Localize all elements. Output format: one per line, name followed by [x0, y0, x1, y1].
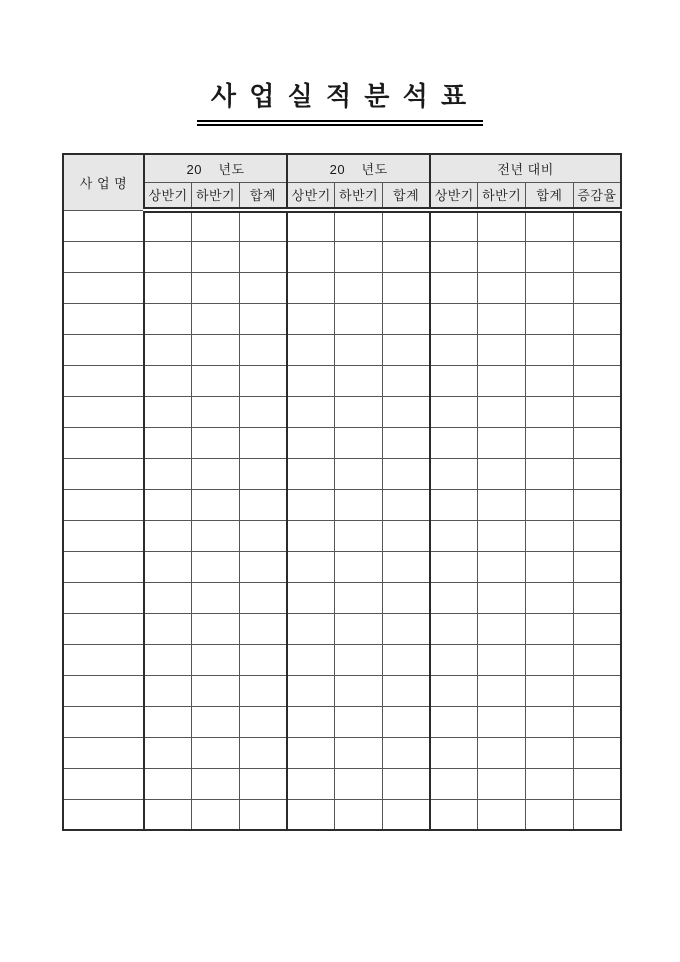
- value-cell: [335, 737, 383, 768]
- value-cell: [144, 551, 192, 582]
- value-cell: [335, 241, 383, 272]
- table-row: [63, 644, 621, 675]
- business-name-cell: [63, 489, 144, 520]
- value-cell: [430, 799, 478, 830]
- value-cell: [478, 241, 526, 272]
- value-cell: [478, 613, 526, 644]
- table-row: [63, 675, 621, 706]
- value-cell: [430, 768, 478, 799]
- value-cell: [192, 768, 240, 799]
- value-cell: [382, 427, 430, 458]
- table-row: [63, 241, 621, 272]
- value-cell: [573, 365, 621, 396]
- value-cell: [382, 365, 430, 396]
- value-cell: [192, 303, 240, 334]
- value-cell: [192, 706, 240, 737]
- value-cell: [573, 210, 621, 241]
- value-cell: [144, 241, 192, 272]
- table-row: [63, 582, 621, 613]
- value-cell: [382, 768, 430, 799]
- value-cell: [287, 365, 335, 396]
- table-row: [63, 365, 621, 396]
- value-cell: [335, 458, 383, 489]
- value-cell: [573, 613, 621, 644]
- business-name-cell: [63, 644, 144, 675]
- table-row: [63, 706, 621, 737]
- value-cell: [192, 675, 240, 706]
- table-row: [63, 520, 621, 551]
- table-row: [63, 613, 621, 644]
- column-header-business-name: 사 업 명: [63, 154, 144, 210]
- value-cell: [287, 303, 335, 334]
- value-cell: [144, 520, 192, 551]
- value-cell: [192, 427, 240, 458]
- value-cell: [382, 551, 430, 582]
- value-cell: [335, 520, 383, 551]
- value-cell: [382, 582, 430, 613]
- business-name-cell: [63, 303, 144, 334]
- value-cell: [335, 303, 383, 334]
- value-cell: [430, 706, 478, 737]
- value-cell: [287, 582, 335, 613]
- table-row: [63, 272, 621, 303]
- value-cell: [478, 427, 526, 458]
- value-cell: [335, 334, 383, 365]
- value-cell: [335, 613, 383, 644]
- value-cell: [287, 551, 335, 582]
- value-cell: [192, 396, 240, 427]
- value-cell: [382, 613, 430, 644]
- business-name-cell: [63, 365, 144, 396]
- value-cell: [573, 520, 621, 551]
- value-cell: [287, 768, 335, 799]
- value-cell: [335, 210, 383, 241]
- value-cell: [335, 365, 383, 396]
- value-cell: [192, 365, 240, 396]
- business-name-cell: [63, 520, 144, 551]
- value-cell: [192, 272, 240, 303]
- table-row: [63, 303, 621, 334]
- value-cell: [382, 303, 430, 334]
- value-cell: [192, 489, 240, 520]
- table-row: [63, 489, 621, 520]
- business-name-cell: [63, 551, 144, 582]
- value-cell: [430, 613, 478, 644]
- value-cell: [526, 241, 574, 272]
- value-cell: [430, 210, 478, 241]
- value-cell: [144, 365, 192, 396]
- table-row: [63, 396, 621, 427]
- value-cell: [192, 644, 240, 675]
- value-cell: [382, 799, 430, 830]
- column-header: 합계: [526, 182, 574, 210]
- value-cell: [430, 458, 478, 489]
- column-group-header: 20 년도: [287, 154, 430, 182]
- value-cell: [287, 799, 335, 830]
- value-cell: [335, 272, 383, 303]
- column-header: 상반기: [287, 182, 335, 210]
- value-cell: [144, 644, 192, 675]
- value-cell: [335, 582, 383, 613]
- value-cell: [192, 241, 240, 272]
- business-name-cell: [63, 737, 144, 768]
- value-cell: [287, 427, 335, 458]
- value-cell: [526, 427, 574, 458]
- value-cell: [144, 427, 192, 458]
- value-cell: [526, 737, 574, 768]
- value-cell: [478, 272, 526, 303]
- value-cell: [573, 644, 621, 675]
- table-row: [63, 737, 621, 768]
- column-header: 상반기: [144, 182, 192, 210]
- value-cell: [478, 365, 526, 396]
- value-cell: [430, 334, 478, 365]
- value-cell: [382, 644, 430, 675]
- value-cell: [382, 334, 430, 365]
- value-cell: [287, 272, 335, 303]
- value-cell: [478, 737, 526, 768]
- value-cell: [526, 613, 574, 644]
- value-cell: [144, 675, 192, 706]
- business-name-cell: [63, 768, 144, 799]
- value-cell: [430, 551, 478, 582]
- value-cell: [430, 582, 478, 613]
- value-cell: [335, 675, 383, 706]
- business-name-cell: [63, 334, 144, 365]
- value-cell: [526, 582, 574, 613]
- value-cell: [382, 520, 430, 551]
- business-name-cell: [63, 706, 144, 737]
- value-cell: [239, 675, 287, 706]
- value-cell: [478, 520, 526, 551]
- value-cell: [239, 210, 287, 241]
- value-cell: [239, 303, 287, 334]
- value-cell: [335, 427, 383, 458]
- value-cell: [573, 272, 621, 303]
- value-cell: [287, 334, 335, 365]
- value-cell: [573, 582, 621, 613]
- value-cell: [144, 489, 192, 520]
- value-cell: [430, 241, 478, 272]
- value-cell: [573, 675, 621, 706]
- value-cell: [144, 334, 192, 365]
- value-cell: [573, 458, 621, 489]
- value-cell: [526, 334, 574, 365]
- value-cell: [526, 799, 574, 830]
- value-cell: [573, 737, 621, 768]
- value-cell: [239, 489, 287, 520]
- page-title: 사 업 실 적 분 석 표: [197, 76, 483, 126]
- value-cell: [573, 768, 621, 799]
- value-cell: [335, 644, 383, 675]
- value-cell: [287, 489, 335, 520]
- value-cell: [478, 582, 526, 613]
- title-row: [0, 0, 680, 126]
- value-cell: [239, 799, 287, 830]
- column-header: 합계: [382, 182, 430, 210]
- value-cell: [287, 458, 335, 489]
- value-cell: [382, 396, 430, 427]
- value-cell: [478, 396, 526, 427]
- value-cell: [335, 706, 383, 737]
- value-cell: [573, 551, 621, 582]
- column-header: 하반기: [478, 182, 526, 210]
- value-cell: [239, 582, 287, 613]
- table-row: [63, 799, 621, 830]
- value-cell: [239, 737, 287, 768]
- business-name-cell: [63, 272, 144, 303]
- column-header: 하반기: [335, 182, 383, 210]
- header-sub-row: [63, 182, 621, 210]
- table-row: [63, 427, 621, 458]
- value-cell: [192, 520, 240, 551]
- value-cell: [287, 613, 335, 644]
- value-cell: [573, 396, 621, 427]
- value-cell: [287, 241, 335, 272]
- value-cell: [144, 582, 192, 613]
- value-cell: [478, 768, 526, 799]
- value-cell: [478, 799, 526, 830]
- column-header: 상반기: [430, 182, 478, 210]
- value-cell: [144, 272, 192, 303]
- value-cell: [526, 210, 574, 241]
- value-cell: [478, 303, 526, 334]
- value-cell: [192, 458, 240, 489]
- value-cell: [573, 799, 621, 830]
- value-cell: [335, 799, 383, 830]
- value-cell: [382, 210, 430, 241]
- value-cell: [287, 520, 335, 551]
- value-cell: [382, 272, 430, 303]
- value-cell: [430, 675, 478, 706]
- value-cell: [239, 520, 287, 551]
- value-cell: [478, 489, 526, 520]
- value-cell: [287, 644, 335, 675]
- value-cell: [192, 799, 240, 830]
- value-cell: [573, 241, 621, 272]
- value-cell: [478, 706, 526, 737]
- column-header: 합계: [239, 182, 287, 210]
- business-name-cell: [63, 799, 144, 830]
- table-row: [63, 210, 621, 241]
- value-cell: [526, 396, 574, 427]
- business-name-cell: [63, 675, 144, 706]
- value-cell: [430, 644, 478, 675]
- value-cell: [335, 489, 383, 520]
- value-cell: [287, 675, 335, 706]
- value-cell: [239, 613, 287, 644]
- value-cell: [478, 458, 526, 489]
- value-cell: [526, 520, 574, 551]
- column-group-header: 20 년도: [144, 154, 287, 182]
- value-cell: [430, 272, 478, 303]
- value-cell: [239, 768, 287, 799]
- value-cell: [430, 427, 478, 458]
- column-group-header: 전년 대비: [430, 154, 621, 182]
- value-cell: [478, 644, 526, 675]
- value-cell: [526, 551, 574, 582]
- business-name-cell: [63, 458, 144, 489]
- value-cell: [382, 489, 430, 520]
- value-cell: [239, 396, 287, 427]
- value-cell: [192, 582, 240, 613]
- value-cell: [239, 458, 287, 489]
- value-cell: [478, 675, 526, 706]
- value-cell: [526, 458, 574, 489]
- value-cell: [144, 799, 192, 830]
- value-cell: [478, 334, 526, 365]
- value-cell: [239, 334, 287, 365]
- value-cell: [192, 334, 240, 365]
- value-cell: [144, 303, 192, 334]
- value-cell: [192, 551, 240, 582]
- value-cell: [526, 706, 574, 737]
- value-cell: [144, 396, 192, 427]
- value-cell: [144, 613, 192, 644]
- value-cell: [430, 396, 478, 427]
- table-row: [63, 458, 621, 489]
- value-cell: [430, 489, 478, 520]
- business-name-cell: [63, 241, 144, 272]
- business-name-cell: [63, 613, 144, 644]
- table-row: [63, 768, 621, 799]
- value-cell: [382, 458, 430, 489]
- value-cell: [192, 613, 240, 644]
- value-cell: [526, 489, 574, 520]
- value-cell: [430, 737, 478, 768]
- value-cell: [478, 210, 526, 241]
- value-cell: [430, 365, 478, 396]
- business-name-cell: [63, 396, 144, 427]
- value-cell: [382, 675, 430, 706]
- table-row: [63, 551, 621, 582]
- value-cell: [287, 737, 335, 768]
- value-cell: [239, 365, 287, 396]
- value-cell: [430, 520, 478, 551]
- value-cell: [287, 210, 335, 241]
- value-cell: [335, 551, 383, 582]
- value-cell: [287, 396, 335, 427]
- value-cell: [526, 365, 574, 396]
- value-cell: [239, 644, 287, 675]
- business-performance-table: [62, 153, 622, 831]
- value-cell: [144, 706, 192, 737]
- value-cell: [573, 303, 621, 334]
- column-header: 하반기: [192, 182, 240, 210]
- value-cell: [478, 551, 526, 582]
- value-cell: [382, 706, 430, 737]
- value-cell: [573, 427, 621, 458]
- value-cell: [192, 737, 240, 768]
- value-cell: [573, 706, 621, 737]
- business-name-cell: [63, 427, 144, 458]
- table-row: [63, 334, 621, 365]
- table-body: [63, 210, 621, 830]
- value-cell: [382, 737, 430, 768]
- value-cell: [526, 303, 574, 334]
- value-cell: [526, 644, 574, 675]
- column-header: 증감율: [573, 182, 621, 210]
- value-cell: [573, 489, 621, 520]
- value-cell: [335, 396, 383, 427]
- business-name-cell: [63, 210, 144, 241]
- business-name-cell: [63, 582, 144, 613]
- value-cell: [526, 272, 574, 303]
- value-cell: [382, 241, 430, 272]
- value-cell: [192, 210, 240, 241]
- value-cell: [239, 427, 287, 458]
- value-cell: [239, 241, 287, 272]
- table-header: [63, 154, 621, 210]
- value-cell: [526, 675, 574, 706]
- value-cell: [239, 706, 287, 737]
- value-cell: [526, 768, 574, 799]
- header-group-row: [63, 154, 621, 182]
- value-cell: [144, 737, 192, 768]
- value-cell: [144, 768, 192, 799]
- value-cell: [430, 303, 478, 334]
- value-cell: [144, 210, 192, 241]
- value-cell: [573, 334, 621, 365]
- value-cell: [144, 458, 192, 489]
- value-cell: [239, 272, 287, 303]
- value-cell: [287, 706, 335, 737]
- value-cell: [335, 768, 383, 799]
- value-cell: [239, 551, 287, 582]
